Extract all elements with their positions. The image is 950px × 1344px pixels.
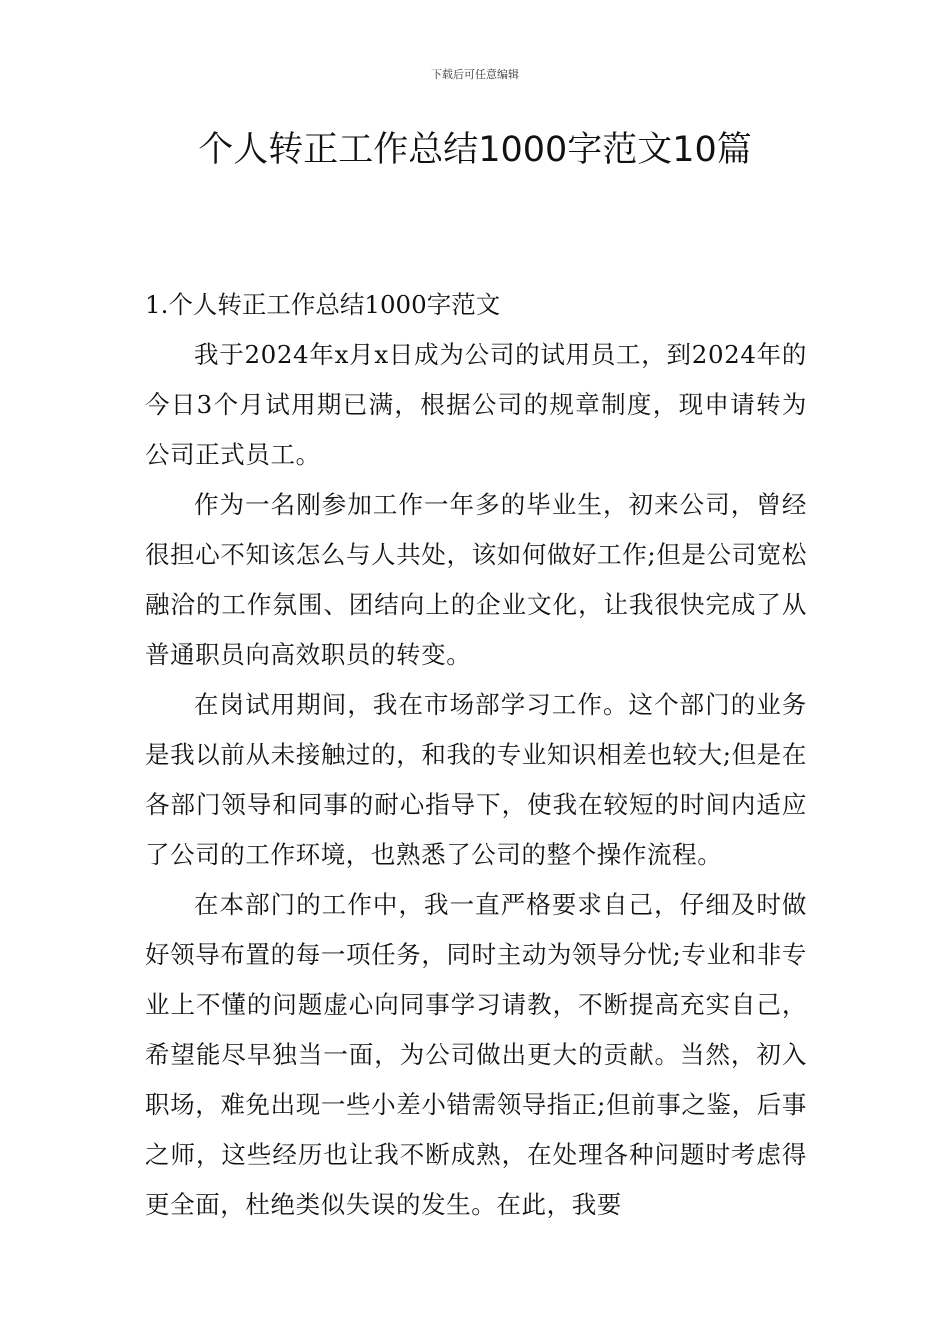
body-paragraph-4: 在本部门的工作中，我一直严格要求自己，仔细及时做好领导布置的每一项任务，同时主动为领导分忧;专业和非专业上不懂的问题虚心向同事学习请教，不断提高充实自己，希望能尽早独当一面，为公司做出更大的贡献。当然，初入职场，难免出现一些小差小错需领导指正;但前事之鉴，后事之师，这些经历也让我不断成熟，在处理各种问题时考虑得更全面，杜绝类似失误的发生。在此，我要 — [145, 890, 807, 1219]
body-paragraph-3: 在岗试用期间，我在市场部学习工作。这个部门的业务是我以前从未接触过的，和我的专业知识相差也较大;但是在各部门领导和同事的耐心指导下，使我在较短的时间内适应了公司的工作环境，也熟悉了公司的整个操作流程。 — [145, 690, 807, 869]
section-heading: 1.个人转正工作总结1000字范文 — [145, 290, 501, 319]
body-paragraph-2: 作为一名刚参加工作一年多的毕业生，初来公司，曾经很担心不知该怎么与人共处，该如何做好工作;但是公司宽松融洽的工作氛围、团结向上的企业文化，让我很快完成了从普通职员向高效职员的转变。 — [145, 490, 807, 669]
header-note: 下载后可任意编辑 — [431, 68, 519, 81]
document-title: 个人转正工作总结1000字范文10篇 — [198, 130, 752, 170]
body-paragraph-1: 我于2024年x月x日成为公司的试用员工，到2024年的今日3个月试用期已满，根据公司的规章制度，现申请转为公司正式员工。 — [145, 340, 807, 469]
document-body — [145, 280, 807, 1230]
